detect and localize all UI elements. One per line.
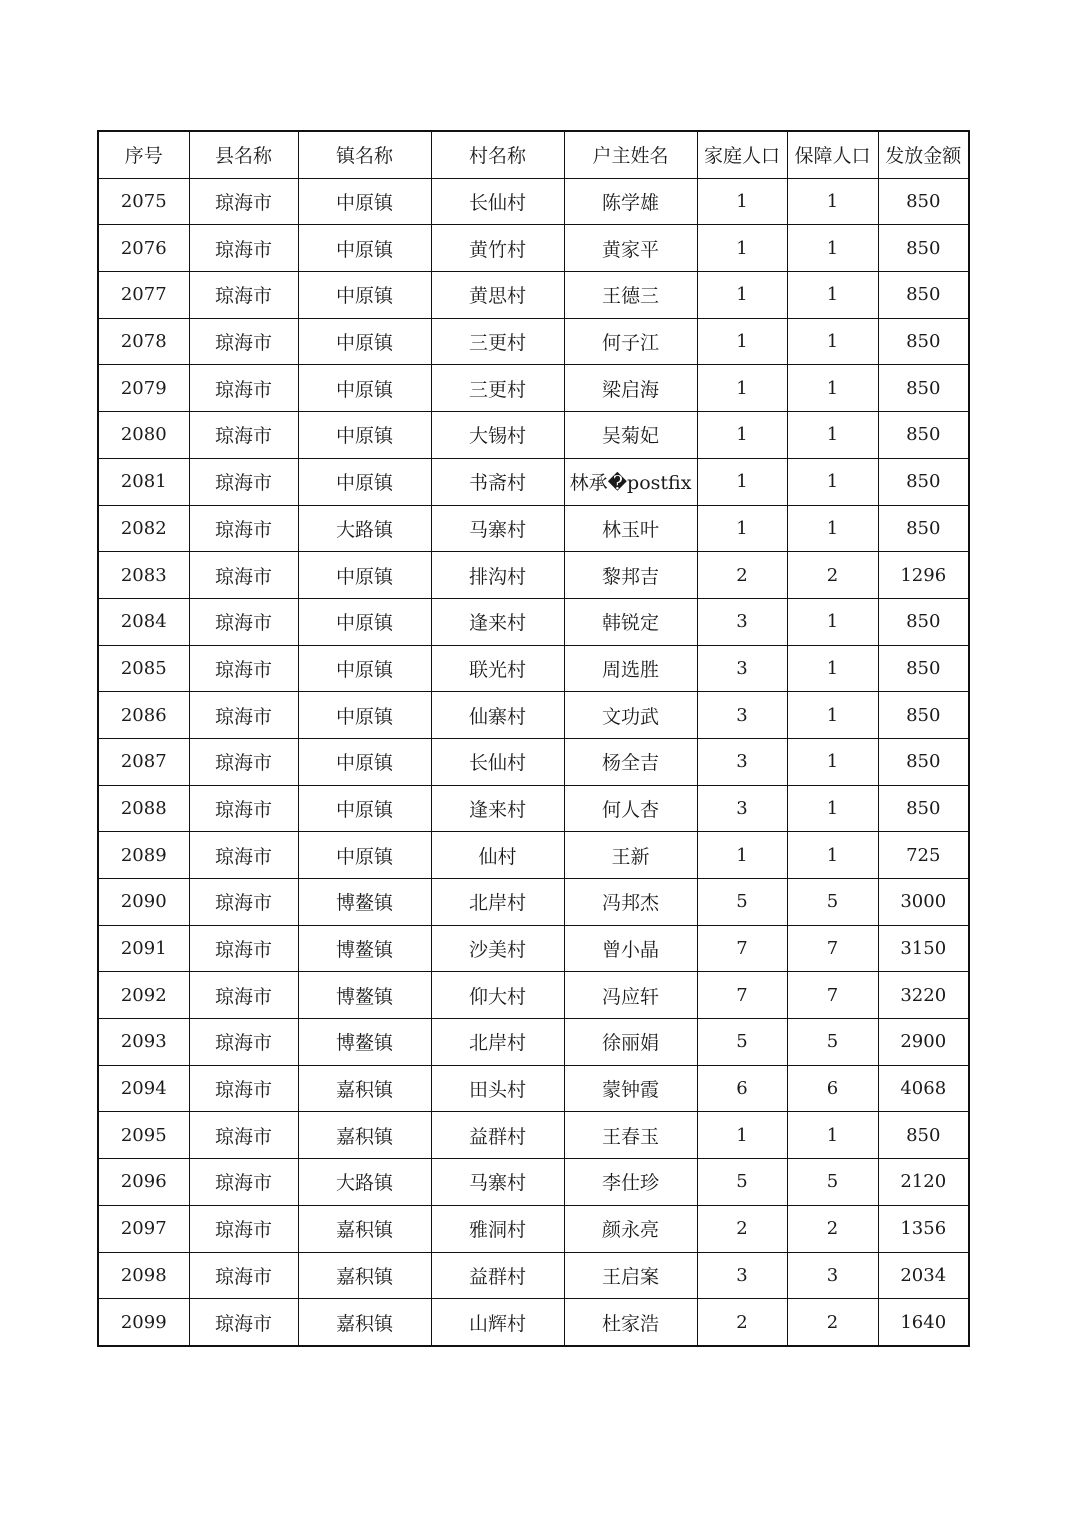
village-name-cell: 北岸村 xyxy=(431,879,564,926)
county-name-cell: 琼海市 xyxy=(189,1019,298,1066)
table-row xyxy=(98,1252,969,1299)
covered-persons-cell: 5 xyxy=(787,1019,878,1066)
covered-persons-cell: 1 xyxy=(787,458,878,505)
village-name-cell: 书斋村 xyxy=(431,458,564,505)
serial-number-cell: 2080 xyxy=(98,412,189,459)
family-size-cell: 1 xyxy=(697,225,787,272)
village-name-cell: 长仙村 xyxy=(431,178,564,225)
town-name-cell: 嘉积镇 xyxy=(298,1299,431,1346)
householder-name-cell: 吴菊妃 xyxy=(564,412,697,459)
covered-persons-cell: 1 xyxy=(787,272,878,319)
family-size-cell: 6 xyxy=(697,1065,787,1112)
county-name-cell: 琼海市 xyxy=(189,1205,298,1252)
family-size-cell: 3 xyxy=(697,738,787,785)
payment-amount-cell: 850 xyxy=(878,645,969,692)
serial-number-cell: 2097 xyxy=(98,1205,189,1252)
payment-amount-cell: 2034 xyxy=(878,1252,969,1299)
covered-persons-cell: 2 xyxy=(787,1299,878,1346)
householder-name-cell: 文功武 xyxy=(564,692,697,739)
householder-name-cell: 杜家浩 xyxy=(564,1299,697,1346)
payment-amount-cell: 850 xyxy=(878,505,969,552)
covered-persons-cell: 5 xyxy=(787,879,878,926)
header-village-name: 村名称 xyxy=(431,131,564,178)
householder-name-cell: 陈学雄 xyxy=(564,178,697,225)
covered-persons-cell: 2 xyxy=(787,552,878,599)
county-name-cell: 琼海市 xyxy=(189,832,298,879)
header-covered-persons: 保障人口 xyxy=(787,131,878,178)
table-row xyxy=(98,318,969,365)
serial-number-cell: 2092 xyxy=(98,972,189,1019)
covered-persons-cell: 2 xyxy=(787,1205,878,1252)
table-row xyxy=(98,1299,969,1346)
table-row xyxy=(98,552,969,599)
payment-amount-cell: 3000 xyxy=(878,879,969,926)
family-size-cell: 1 xyxy=(697,1112,787,1159)
family-size-cell: 2 xyxy=(697,552,787,599)
payment-amount-cell: 850 xyxy=(878,738,969,785)
village-name-cell: 三更村 xyxy=(431,365,564,412)
covered-persons-cell: 1 xyxy=(787,832,878,879)
family-size-cell: 3 xyxy=(697,1252,787,1299)
county-name-cell: 琼海市 xyxy=(189,925,298,972)
payment-amount-cell: 850 xyxy=(878,692,969,739)
village-name-cell: 黄思村 xyxy=(431,272,564,319)
village-name-cell: 逢来村 xyxy=(431,598,564,645)
family-size-cell: 7 xyxy=(697,972,787,1019)
town-name-cell: 中原镇 xyxy=(298,272,431,319)
householder-name-cell: 王德三 xyxy=(564,272,697,319)
covered-persons-cell: 5 xyxy=(787,1159,878,1206)
table-row xyxy=(98,925,969,972)
payment-amount-cell: 850 xyxy=(878,1112,969,1159)
county-name-cell: 琼海市 xyxy=(189,225,298,272)
covered-persons-cell: 1 xyxy=(787,785,878,832)
county-name-cell: 琼海市 xyxy=(189,692,298,739)
covered-persons-cell: 1 xyxy=(787,645,878,692)
town-name-cell: 嘉积镇 xyxy=(298,1112,431,1159)
payment-amount-cell: 850 xyxy=(878,412,969,459)
county-name-cell: 琼海市 xyxy=(189,1065,298,1112)
family-size-cell: 1 xyxy=(697,832,787,879)
family-size-cell: 2 xyxy=(697,1205,787,1252)
householder-name-cell: 何子江 xyxy=(564,318,697,365)
village-name-cell: 黄竹村 xyxy=(431,225,564,272)
covered-persons-cell: 1 xyxy=(787,505,878,552)
table-row xyxy=(98,458,969,505)
town-name-cell: 中原镇 xyxy=(298,412,431,459)
table-row xyxy=(98,1019,969,1066)
family-size-cell: 1 xyxy=(697,318,787,365)
village-name-cell: 仙村 xyxy=(431,832,564,879)
serial-number-cell: 2089 xyxy=(98,832,189,879)
householder-name-cell: 周选胜 xyxy=(564,645,697,692)
table-row xyxy=(98,412,969,459)
town-name-cell: 中原镇 xyxy=(298,552,431,599)
serial-number-cell: 2076 xyxy=(98,225,189,272)
payment-amount-cell: 850 xyxy=(878,178,969,225)
serial-number-cell: 2088 xyxy=(98,785,189,832)
village-name-cell: 大锡村 xyxy=(431,412,564,459)
householder-name-cell: 韩锐定 xyxy=(564,598,697,645)
serial-number-cell: 2087 xyxy=(98,738,189,785)
payment-amount-cell: 850 xyxy=(878,318,969,365)
table-body xyxy=(98,178,969,1346)
town-name-cell: 中原镇 xyxy=(298,225,431,272)
serial-number-cell: 2098 xyxy=(98,1252,189,1299)
householder-name-cell: 黎邦吉 xyxy=(564,552,697,599)
serial-number-cell: 2095 xyxy=(98,1112,189,1159)
serial-number-cell: 2085 xyxy=(98,645,189,692)
payment-amount-cell: 850 xyxy=(878,598,969,645)
village-name-cell: 排沟村 xyxy=(431,552,564,599)
householder-name-cell: 林玉叶 xyxy=(564,505,697,552)
village-name-cell: 逢来村 xyxy=(431,785,564,832)
table-row xyxy=(98,785,969,832)
village-name-cell: 仙寨村 xyxy=(431,692,564,739)
serial-number-cell: 2077 xyxy=(98,272,189,319)
householder-name-cell: 曾小晶 xyxy=(564,925,697,972)
serial-number-cell: 2081 xyxy=(98,458,189,505)
family-size-cell: 3 xyxy=(697,785,787,832)
serial-number-cell: 2094 xyxy=(98,1065,189,1112)
county-name-cell: 琼海市 xyxy=(189,738,298,785)
village-name-cell: 仰大村 xyxy=(431,972,564,1019)
serial-number-cell: 2084 xyxy=(98,598,189,645)
covered-persons-cell: 1 xyxy=(787,692,878,739)
family-size-cell: 3 xyxy=(697,645,787,692)
serial-number-cell: 2091 xyxy=(98,925,189,972)
payment-amount-cell: 725 xyxy=(878,832,969,879)
serial-number-cell: 2083 xyxy=(98,552,189,599)
town-name-cell: 中原镇 xyxy=(298,645,431,692)
family-size-cell: 7 xyxy=(697,925,787,972)
county-name-cell: 琼海市 xyxy=(189,318,298,365)
family-size-cell: 1 xyxy=(697,458,787,505)
householder-name-cell: 杨全吉 xyxy=(564,738,697,785)
covered-persons-cell: 1 xyxy=(787,598,878,645)
town-name-cell: 大路镇 xyxy=(298,1159,431,1206)
county-name-cell: 琼海市 xyxy=(189,785,298,832)
serial-number-cell: 2099 xyxy=(98,1299,189,1346)
covered-persons-cell: 1 xyxy=(787,318,878,365)
village-name-cell: 沙美村 xyxy=(431,925,564,972)
householder-name-cell: 蒙钟霞 xyxy=(564,1065,697,1112)
town-name-cell: 大路镇 xyxy=(298,505,431,552)
table-row xyxy=(98,272,969,319)
family-size-cell: 2 xyxy=(697,1299,787,1346)
town-name-cell: 中原镇 xyxy=(298,178,431,225)
family-size-cell: 1 xyxy=(697,412,787,459)
town-name-cell: 中原镇 xyxy=(298,832,431,879)
covered-persons-cell: 7 xyxy=(787,972,878,1019)
village-name-cell: 益群村 xyxy=(431,1112,564,1159)
town-name-cell: 嘉积镇 xyxy=(298,1252,431,1299)
payment-amount-cell: 850 xyxy=(878,785,969,832)
table-row xyxy=(98,1159,969,1206)
serial-number-cell: 2079 xyxy=(98,365,189,412)
table-row xyxy=(98,505,969,552)
village-name-cell: 北岸村 xyxy=(431,1019,564,1066)
village-name-cell: 马寨村 xyxy=(431,1159,564,1206)
header-householder-name: 户主姓名 xyxy=(564,131,697,178)
town-name-cell: 中原镇 xyxy=(298,318,431,365)
village-name-cell: 益群村 xyxy=(431,1252,564,1299)
town-name-cell: 中原镇 xyxy=(298,598,431,645)
village-name-cell: 联光村 xyxy=(431,645,564,692)
table-row xyxy=(98,879,969,926)
table-row xyxy=(98,365,969,412)
county-name-cell: 琼海市 xyxy=(189,972,298,1019)
table-row xyxy=(98,1112,969,1159)
payment-amount-cell: 1296 xyxy=(878,552,969,599)
town-name-cell: 博鳌镇 xyxy=(298,972,431,1019)
family-size-cell: 5 xyxy=(697,1019,787,1066)
table-row xyxy=(98,1065,969,1112)
covered-persons-cell: 1 xyxy=(787,178,878,225)
town-name-cell: 博鳌镇 xyxy=(298,925,431,972)
serial-number-cell: 2082 xyxy=(98,505,189,552)
householder-name-cell: 林承�postfix xyxy=(564,458,697,505)
header-family-size: 家庭人口 xyxy=(697,131,787,178)
family-size-cell: 3 xyxy=(697,598,787,645)
payment-amount-cell: 2120 xyxy=(878,1159,969,1206)
town-name-cell: 博鳌镇 xyxy=(298,879,431,926)
village-name-cell: 长仙村 xyxy=(431,738,564,785)
county-name-cell: 琼海市 xyxy=(189,879,298,926)
village-name-cell: 三更村 xyxy=(431,318,564,365)
householder-name-cell: 颜永亮 xyxy=(564,1205,697,1252)
table-row xyxy=(98,972,969,1019)
serial-number-cell: 2093 xyxy=(98,1019,189,1066)
family-size-cell: 1 xyxy=(697,505,787,552)
county-name-cell: 琼海市 xyxy=(189,645,298,692)
payment-amount-cell: 850 xyxy=(878,365,969,412)
relief-payment-table xyxy=(97,130,970,1347)
householder-name-cell: 冯邦杰 xyxy=(564,879,697,926)
header-county-name: 县名称 xyxy=(189,131,298,178)
county-name-cell: 琼海市 xyxy=(189,458,298,505)
county-name-cell: 琼海市 xyxy=(189,365,298,412)
table-row xyxy=(98,178,969,225)
town-name-cell: 中原镇 xyxy=(298,785,431,832)
header-payment-amount: 发放金额 xyxy=(878,131,969,178)
county-name-cell: 琼海市 xyxy=(189,178,298,225)
table-row xyxy=(98,225,969,272)
householder-name-cell: 徐丽娟 xyxy=(564,1019,697,1066)
county-name-cell: 琼海市 xyxy=(189,1252,298,1299)
town-name-cell: 中原镇 xyxy=(298,738,431,785)
family-size-cell: 1 xyxy=(697,178,787,225)
householder-name-cell: 李仕珍 xyxy=(564,1159,697,1206)
householder-name-cell: 何人杏 xyxy=(564,785,697,832)
payment-amount-cell: 1640 xyxy=(878,1299,969,1346)
county-name-cell: 琼海市 xyxy=(189,505,298,552)
table-row xyxy=(98,832,969,879)
payment-amount-cell: 2900 xyxy=(878,1019,969,1066)
town-name-cell: 嘉积镇 xyxy=(298,1205,431,1252)
householder-name-cell: 梁启海 xyxy=(564,365,697,412)
family-size-cell: 3 xyxy=(697,692,787,739)
covered-persons-cell: 6 xyxy=(787,1065,878,1112)
table-row xyxy=(98,738,969,785)
householder-name-cell: 王启案 xyxy=(564,1252,697,1299)
payment-amount-cell: 3150 xyxy=(878,925,969,972)
householder-name-cell: 王新 xyxy=(564,832,697,879)
payment-amount-cell: 4068 xyxy=(878,1065,969,1112)
village-name-cell: 山辉村 xyxy=(431,1299,564,1346)
county-name-cell: 琼海市 xyxy=(189,412,298,459)
header-serial-number: 序号 xyxy=(98,131,189,178)
family-size-cell: 5 xyxy=(697,879,787,926)
county-name-cell: 琼海市 xyxy=(189,598,298,645)
family-size-cell: 1 xyxy=(697,272,787,319)
serial-number-cell: 2075 xyxy=(98,178,189,225)
county-name-cell: 琼海市 xyxy=(189,1159,298,1206)
payment-amount-cell: 850 xyxy=(878,225,969,272)
village-name-cell: 马寨村 xyxy=(431,505,564,552)
householder-name-cell: 黄家平 xyxy=(564,225,697,272)
householder-name-cell: 冯应轩 xyxy=(564,972,697,1019)
town-name-cell: 中原镇 xyxy=(298,458,431,505)
table-row xyxy=(98,1205,969,1252)
table-row xyxy=(98,692,969,739)
family-size-cell: 1 xyxy=(697,365,787,412)
header-town-name: 镇名称 xyxy=(298,131,431,178)
table-row xyxy=(98,645,969,692)
table-header-row xyxy=(98,131,969,178)
serial-number-cell: 2096 xyxy=(98,1159,189,1206)
town-name-cell: 博鳌镇 xyxy=(298,1019,431,1066)
town-name-cell: 嘉积镇 xyxy=(298,1065,431,1112)
covered-persons-cell: 1 xyxy=(787,225,878,272)
covered-persons-cell: 1 xyxy=(787,1112,878,1159)
town-name-cell: 中原镇 xyxy=(298,365,431,412)
payment-amount-cell: 850 xyxy=(878,458,969,505)
covered-persons-cell: 1 xyxy=(787,365,878,412)
village-name-cell: 田头村 xyxy=(431,1065,564,1112)
serial-number-cell: 2086 xyxy=(98,692,189,739)
table-row xyxy=(98,598,969,645)
county-name-cell: 琼海市 xyxy=(189,1112,298,1159)
serial-number-cell: 2078 xyxy=(98,318,189,365)
covered-persons-cell: 1 xyxy=(787,412,878,459)
county-name-cell: 琼海市 xyxy=(189,552,298,599)
serial-number-cell: 2090 xyxy=(98,879,189,926)
village-name-cell: 雅洞村 xyxy=(431,1205,564,1252)
covered-persons-cell: 7 xyxy=(787,925,878,972)
payment-amount-cell: 3220 xyxy=(878,972,969,1019)
payment-amount-cell: 1356 xyxy=(878,1205,969,1252)
payment-amount-cell: 850 xyxy=(878,272,969,319)
covered-persons-cell: 1 xyxy=(787,738,878,785)
householder-name-cell: 王春玉 xyxy=(564,1112,697,1159)
family-size-cell: 5 xyxy=(697,1159,787,1206)
town-name-cell: 中原镇 xyxy=(298,692,431,739)
county-name-cell: 琼海市 xyxy=(189,1299,298,1346)
covered-persons-cell: 3 xyxy=(787,1252,878,1299)
county-name-cell: 琼海市 xyxy=(189,272,298,319)
